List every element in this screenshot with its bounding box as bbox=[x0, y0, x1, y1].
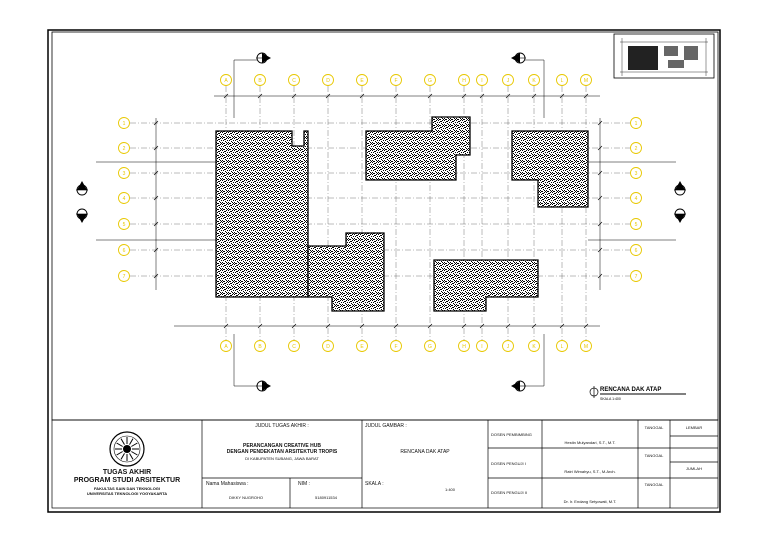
judul-tugas-label: JUDUL TUGAS AKHIR : bbox=[255, 423, 309, 429]
grid-bubble-left-6-label: 6 bbox=[122, 247, 126, 254]
grid-bubble-left-1 bbox=[119, 118, 130, 129]
faculty-name: FAKULTAS SAIN DAN TEKNOLOGI bbox=[93, 486, 161, 491]
grid-bubble-bottom-I-label: I bbox=[481, 343, 483, 350]
section-marker-bottom-left bbox=[256, 381, 271, 391]
grid-bubble-top-G bbox=[425, 75, 436, 86]
grid-bubble-bottom-D bbox=[323, 341, 334, 352]
grid-bubble-left-7-label: 7 bbox=[122, 273, 126, 280]
dosen-penguji1-name: Ratri Wimahyu, S.T., M.Arch. bbox=[564, 469, 616, 474]
grid-bubble-top-D bbox=[323, 75, 334, 86]
section-marker-left-upper bbox=[76, 181, 88, 195]
grid-bubble-bottom-E bbox=[357, 341, 368, 352]
nama-mahasiswa-value: DIKKY NUGROHO bbox=[229, 495, 263, 500]
tanggal-label-1: TANGGAL bbox=[644, 425, 664, 430]
grid-bubble-right-6 bbox=[631, 245, 642, 256]
university-logo-icon bbox=[110, 432, 144, 466]
judul-tugas-line2: DENGAN PENDEKATAN ARSITEKTUR TROPIS bbox=[226, 449, 338, 455]
grid-bubble-right-4-label: 4 bbox=[634, 195, 638, 202]
grid-bubble-right-3-label: 3 bbox=[634, 170, 638, 177]
grid-bubble-bottom-E-label: E bbox=[360, 343, 364, 350]
grid-bubble-bottom-L bbox=[557, 341, 568, 352]
grid-bubble-left-3 bbox=[119, 168, 130, 179]
grid-bubble-bottom-A bbox=[221, 341, 232, 352]
dimension-lines bbox=[96, 60, 676, 386]
grid-bubble-bottom-H-label: H bbox=[462, 343, 466, 350]
grid-bubble-top-M-label: M bbox=[583, 77, 589, 84]
grid-bubble-bottom-C bbox=[289, 341, 300, 352]
grid-bubble-bottom-G-label: G bbox=[428, 343, 432, 350]
grid-bubble-top-A bbox=[221, 75, 232, 86]
grid-bubble-top-D-label: D bbox=[326, 77, 330, 84]
program-heading: TUGAS AKHIR bbox=[102, 469, 152, 476]
section-marker-top-right bbox=[511, 53, 526, 63]
dosen-penguji1-label: DOSEN PENGUJI I bbox=[491, 461, 526, 466]
nim-label: NIM : bbox=[298, 481, 310, 487]
skala-value: 1:400 bbox=[444, 487, 455, 492]
grid-bubble-left-5-label: 5 bbox=[122, 221, 126, 228]
grid-bubble-top-E-label: E bbox=[360, 77, 364, 84]
grid-bubble-bottom-B-label: B bbox=[258, 343, 262, 350]
judul-tugas-line1: PERANCANGAN CREATIVE HUB bbox=[243, 443, 321, 449]
grid-bubble-top-F-label: F bbox=[394, 77, 398, 84]
grid-bubble-left-2 bbox=[119, 143, 130, 154]
lembar-label: LEMBAR bbox=[685, 425, 703, 430]
dosen-penguji2-name: Dr. Ir. Endang Setyowati, M.T. bbox=[563, 499, 617, 504]
grid-bubble-right-5 bbox=[631, 219, 642, 230]
grid-bubble-bottom-H bbox=[459, 341, 470, 352]
grid-bubble-right-2-label: 2 bbox=[634, 145, 638, 152]
grid-bubble-top-E bbox=[357, 75, 368, 86]
grid-bubble-top-F bbox=[391, 75, 402, 86]
grid-bubble-bottom-G bbox=[425, 341, 436, 352]
roof-masses bbox=[216, 117, 588, 311]
grid-bubble-bottom-C-label: C bbox=[292, 343, 296, 350]
grid-bubble-right-1-label: 1 bbox=[634, 120, 638, 127]
grid-bubble-right-2 bbox=[631, 143, 642, 154]
grid-bubble-top-J bbox=[503, 75, 514, 86]
grid-bubble-top-H-label: H bbox=[462, 77, 466, 84]
grid-bubble-top-K bbox=[529, 75, 540, 86]
grid-bubble-left-4 bbox=[119, 193, 130, 204]
grid-bubble-right-5-label: 5 bbox=[634, 221, 638, 228]
section-marker-bottom-right bbox=[511, 381, 526, 391]
university-name: UNIVERSITAS TEKNOLOGI YOGYAKARTA bbox=[86, 491, 168, 496]
plan-title: RENCANA DAK ATAP bbox=[600, 387, 662, 393]
dosen-pembimbing-label: DOSEN PEMBIMBING bbox=[491, 432, 532, 437]
judul-tugas-line3: DI KABUPATEN SUBANG, JAWA BARAT bbox=[245, 456, 319, 461]
nama-mahasiswa-label: Nama Mahasiswa : bbox=[206, 481, 249, 487]
grid-bubble-right-7-label: 7 bbox=[634, 273, 638, 280]
program-name: PROGRAM STUDI ARSITEKTUR bbox=[73, 477, 181, 484]
grid-bubble-top-B-label: B bbox=[258, 77, 262, 84]
roof-mass-main bbox=[216, 131, 308, 297]
grid-bubble-bottom-I bbox=[477, 341, 488, 352]
jumlah-label: JUMLAH bbox=[685, 466, 702, 471]
grid-bubble-bottom-K bbox=[529, 341, 540, 352]
grid-bubble-top-B bbox=[255, 75, 266, 86]
grid-bubble-top-I bbox=[477, 75, 488, 86]
grid-bubble-top-H bbox=[459, 75, 470, 86]
grid-bubble-bottom-D-label: D bbox=[326, 343, 330, 350]
grid-bubble-left-2-label: 2 bbox=[122, 145, 126, 152]
dosen-penguji2-label: DOSEN PENGUJI II bbox=[491, 490, 528, 495]
section-marker-right-lower bbox=[674, 209, 686, 223]
grid-bubble-bottom-A-label: A bbox=[224, 343, 228, 350]
roof-mass-bottom-center bbox=[434, 260, 538, 311]
section-marker-right-upper bbox=[674, 181, 686, 195]
grid-bubble-right-3 bbox=[631, 168, 642, 179]
section-marker-top-left bbox=[256, 53, 271, 63]
dosen-pembimbing-name: Hestin Mulyandari, S.T., M.T. bbox=[564, 440, 616, 445]
grid-bubble-right-7 bbox=[631, 271, 642, 282]
grid-bubble-left-3-label: 3 bbox=[122, 170, 126, 177]
grid-bubble-bottom-J-label: J bbox=[506, 343, 510, 350]
grid-bubble-top-A-label: A bbox=[224, 77, 228, 84]
nim-value: 5180911534 bbox=[315, 495, 337, 500]
grid-bubble-left-4-label: 4 bbox=[122, 195, 126, 202]
grid-bubble-bottom-B bbox=[255, 341, 266, 352]
grid-bubble-right-1 bbox=[631, 118, 642, 129]
section-marker-left-lower bbox=[76, 209, 88, 223]
plan-title-block bbox=[590, 386, 686, 401]
grid-bubble-right-4 bbox=[631, 193, 642, 204]
grid-bubble-bottom-K-label: K bbox=[532, 343, 536, 350]
section-markers bbox=[76, 53, 686, 391]
grid-bubble-left-7 bbox=[119, 271, 130, 282]
roof-mass-top-center bbox=[366, 117, 470, 180]
judul-gambar-label: JUDUL GAMBAR : bbox=[365, 423, 407, 429]
grid-bubble-bottom-M bbox=[581, 341, 592, 352]
grid-bubble-top-K-label: K bbox=[532, 77, 536, 84]
key-plan bbox=[614, 34, 714, 78]
grid-bubble-top-M bbox=[581, 75, 592, 86]
grid-bubble-top-I-label: I bbox=[481, 77, 483, 84]
tanggal-label-2: TANGGAL bbox=[644, 453, 664, 458]
grid-bubble-right-6-label: 6 bbox=[634, 247, 638, 254]
grid-bubble-top-G-label: G bbox=[428, 77, 432, 84]
grid-bubble-top-C-label: C bbox=[292, 77, 296, 84]
grid-bubble-top-C bbox=[289, 75, 300, 86]
grid-bubble-bottom-L-label: L bbox=[560, 343, 564, 350]
grid-bubble-top-L bbox=[557, 75, 568, 86]
grid-bubble-bottom-F-label: F bbox=[394, 343, 398, 350]
grid-bubble-bottom-F bbox=[391, 341, 402, 352]
grid-bubble-top-L-label: L bbox=[560, 77, 564, 84]
tanggal-label-3: TANGGAL bbox=[644, 482, 664, 487]
plan-scale: SKALA 1:400 bbox=[600, 397, 621, 401]
judul-gambar-value: RENCANA DAK ATAP bbox=[400, 449, 450, 455]
roof-mass-main-lower bbox=[308, 233, 384, 311]
grid-bubble-bottom-J bbox=[503, 341, 514, 352]
grid-bubble-top-J-label: J bbox=[506, 77, 510, 84]
roof-mass-top-right bbox=[512, 131, 588, 207]
grid-bubble-left-1-label: 1 bbox=[122, 120, 126, 127]
grid-bubble-left-5 bbox=[119, 219, 130, 230]
inner-frame bbox=[52, 32, 718, 420]
grid-bubble-left-6 bbox=[119, 245, 130, 256]
grid-bubble-bottom-M-label: M bbox=[583, 343, 589, 350]
skala-label: SKALA : bbox=[365, 481, 384, 487]
